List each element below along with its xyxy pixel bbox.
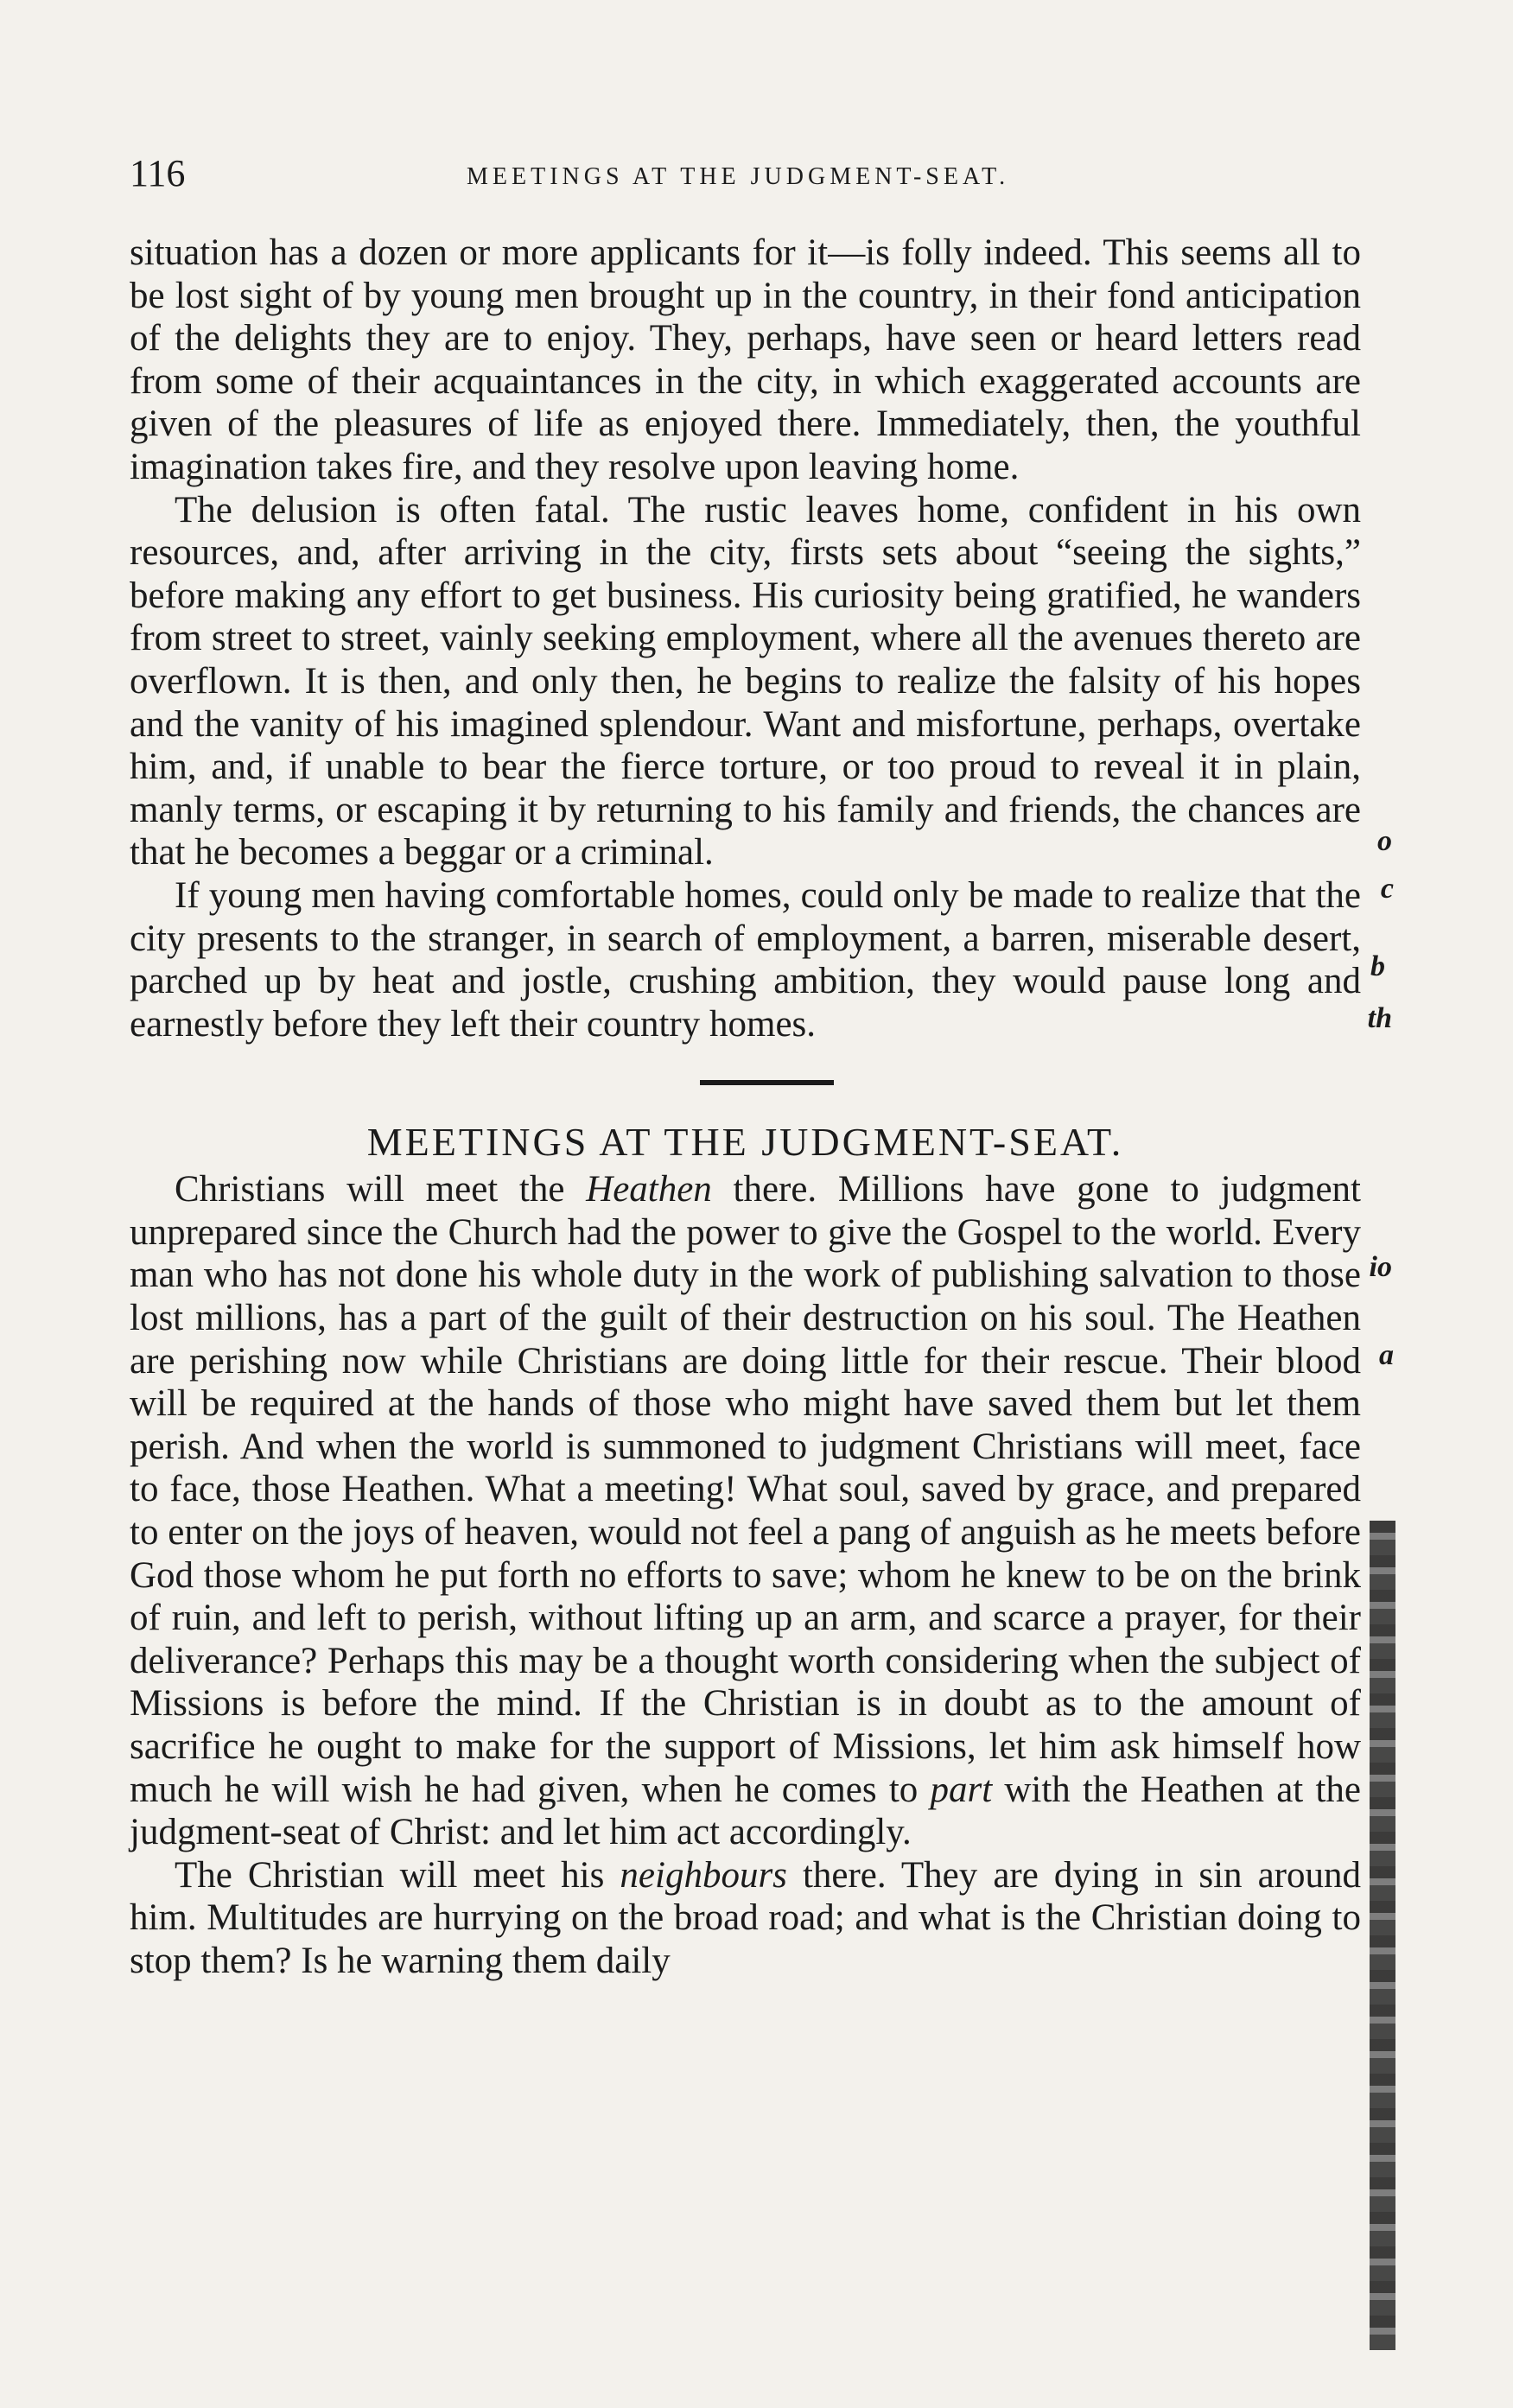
margin-note: b — [1370, 950, 1385, 982]
running-header — [130, 151, 1339, 203]
article1-paragraph-3: If young men having comfortable homes, could only be made to realize that the city presents to the stranger, in search of employment, a barren, miserable desert, parched up by heat and jostle, crushing ambition, they would pause long and earnestly before they left their country homes. — [130, 874, 1361, 1045]
text-run: there. They are dying in sin around him. Multitudes are hurrying on the broad road; and what is the Christian doing to stop them? Is he warning them daily — [130, 1854, 1361, 1981]
article1-paragraph-2: The delusion is often fatal. The rustic leaves home, confident in his own resources, and, after arriving in the city, firsts sets about “seeing the sights,” before making any effort to get business. His curiosity being gratified, he wanders from street to street, vainly seeking employment, where all the avenues thereto are overflown. It is then, and only then, he begins to realize the falsity of his hopes and the vanity of his imagined splendour. Want and misfortune, perhaps, overtake him, and, if unable to bear the fierce torture, or too proud to reveal it in plain, manly terms, or escaping it by returning to his family and friends, the chances are that he becomes a beggar or a criminal. — [130, 489, 1361, 874]
margin-note: o — [1377, 825, 1392, 857]
margin-note: a — [1379, 1339, 1394, 1371]
italic-word: Heathen — [586, 1169, 712, 1210]
article2-paragraph-2 — [130, 1854, 1361, 1983]
article2-paragraph-1 — [130, 1168, 1361, 1854]
article2-heading: MEETINGS AT THE JUDGMENT-SEAT. — [366, 1120, 1124, 1165]
scan-edge-shadow — [1370, 1521, 1395, 2350]
text-run: there. Millions have gone to judgment unprepared since the Church had the power to give the Gospel to the world. Every man who has not done his whole duty in the work of publishing salvation to those lost millions, has a part of the guilt of their destruction on his soul. The Heathen are perishing now while Christians are doing little for their rescue. Their blood will be required at the hands of those who might have saved them but let them perish. And when the world is summoned to judgment Christians will meet, face to face, those Heathen. What a meeting! What soul, saved by grace, and prepared to enter on the joys of heaven, would not feel a pang of anguish as he meets before God those whom he put forth no efforts to save; whom he knew to be on the brink of ruin, and left to perish, without lifting up an arm, and scarce a prayer, for their deliverance? Perhaps this may be a thought worth considering when the subject of Missions is before the mind. If the Christian is in doubt as to the amount of sacrifice he ought to make for the support of Missions, let him ask himself how much he will wish he had given, when he comes to — [130, 1169, 1361, 1810]
article1-paragraph-1: situation has a dozen or more applicants for it—is folly indeed. This seems all to be lost sight of by young men brought up in the country, in their fond anticipation of the delights they are to enjoy. They, perhaps, have seen or heard letters read from some of their acquaintances in the city, in which exaggerated accounts are given of the pleasures of life as enjoyed there. Immediately, then, the youthful imagination takes fire, and they resolve upon leaving home. — [130, 232, 1361, 487]
text-run: with the Heathen at the judgment-seat of Christ: and let him act accordingly. — [130, 1769, 1361, 1853]
text-column — [130, 232, 1361, 1983]
italic-word: part — [930, 1769, 993, 1810]
margin-note: th — [1367, 1002, 1392, 1034]
italic-word: neighbours — [620, 1854, 787, 1896]
margin-note: io — [1369, 1251, 1392, 1283]
running-head-title: MEETINGS AT THE JUDGMENT-SEAT. — [467, 163, 1010, 190]
text-run: The Christian will meet his — [175, 1854, 620, 1896]
text-run: Christians will meet the — [175, 1169, 587, 1210]
page-number: 116 — [130, 152, 186, 194]
section-divider — [700, 1080, 834, 1085]
margin-note: c — [1380, 873, 1394, 905]
